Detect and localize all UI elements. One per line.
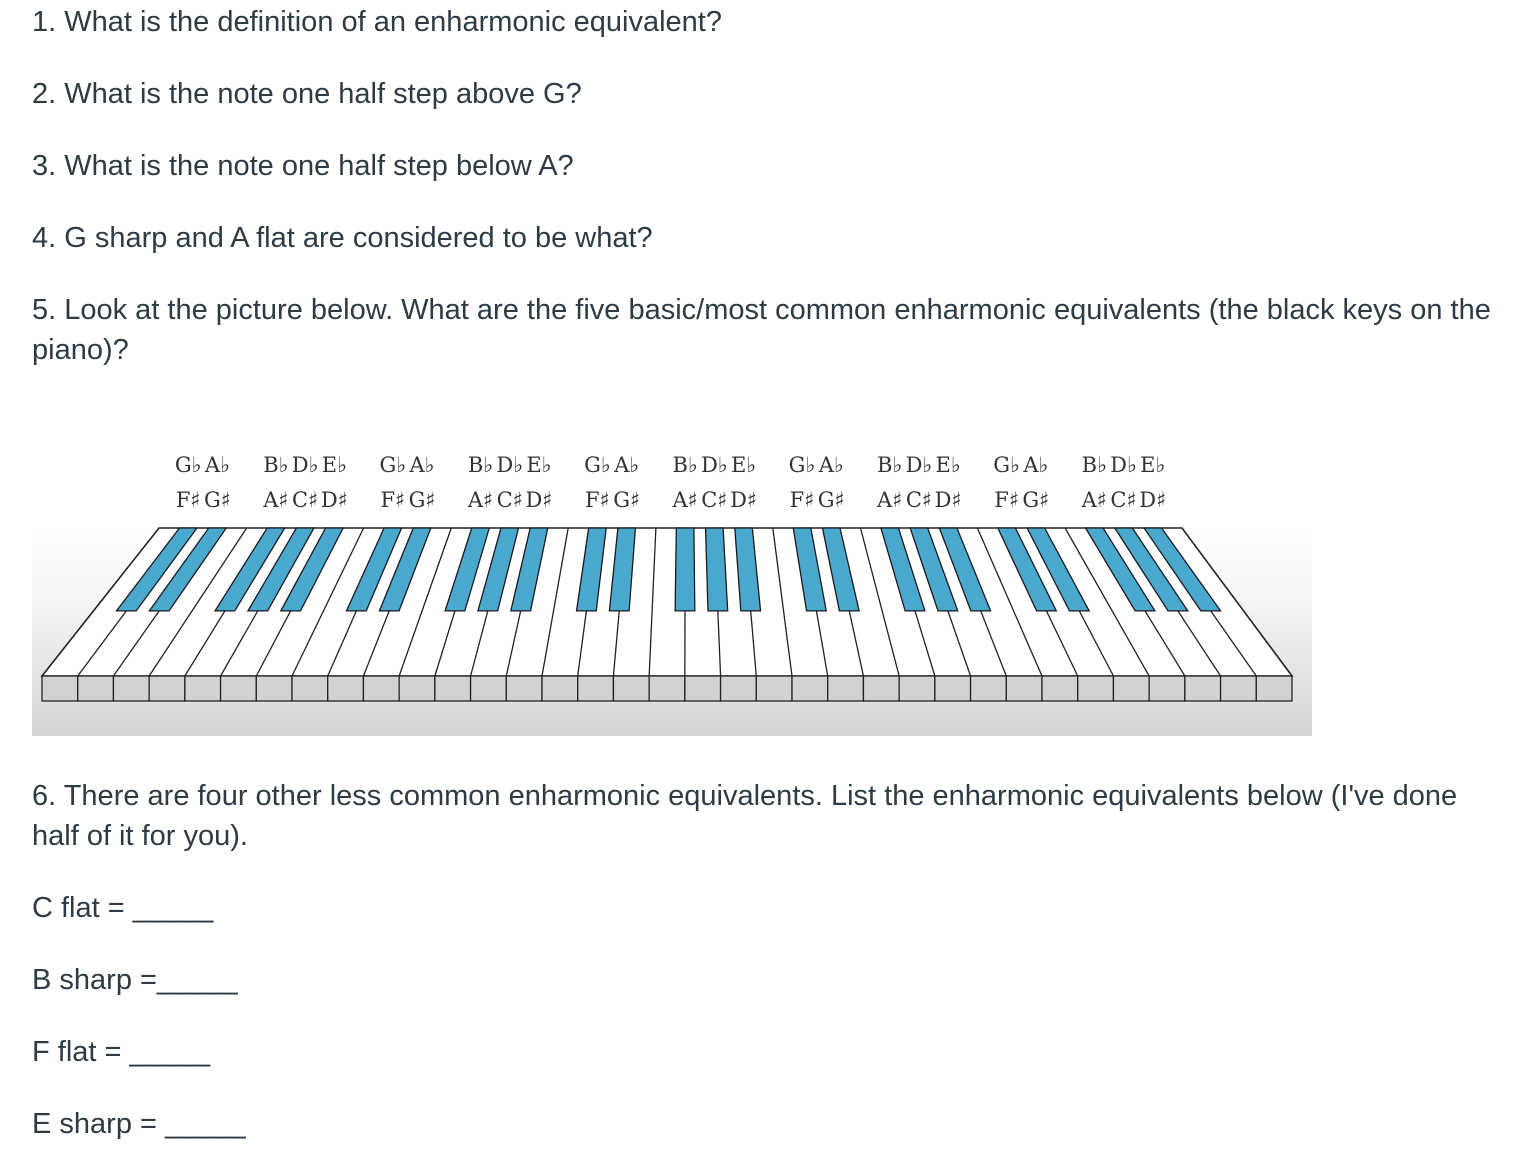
flat-label: B♭ xyxy=(672,453,698,477)
sharp-label: C♯ xyxy=(1110,488,1137,512)
flat-label: E♭ xyxy=(935,453,961,477)
answer-c-flat: C flat = _____ xyxy=(32,892,214,924)
flat-label: D♭ xyxy=(1110,453,1137,477)
white-key-front xyxy=(721,676,757,701)
sharp-label: D♯ xyxy=(730,488,758,512)
white-key-front xyxy=(113,676,149,701)
white-key-front xyxy=(613,676,649,701)
white-key-front xyxy=(899,676,935,701)
white-key-front xyxy=(863,676,899,701)
sharp-label: F♯ xyxy=(585,488,610,512)
sharp-label: F♯ xyxy=(789,488,815,512)
flat-label: D♭ xyxy=(700,453,728,477)
white-key-front xyxy=(828,676,864,701)
sharp-label: G♯ xyxy=(613,488,641,512)
white-key-front xyxy=(756,676,792,701)
flat-label: E♭ xyxy=(1140,453,1166,477)
white-key-front xyxy=(328,676,364,701)
sharp-label: G♯ xyxy=(203,488,231,512)
black-key xyxy=(706,528,728,611)
flat-label: A♭ xyxy=(204,453,230,477)
white-key-front xyxy=(971,676,1007,701)
question-3: 3. What is the note one half step below A? xyxy=(32,150,574,182)
sharp-label: A♯ xyxy=(467,488,494,512)
white-key-front xyxy=(1113,676,1149,701)
sharp-label: C♯ xyxy=(496,488,523,512)
flat-label: D♭ xyxy=(291,453,319,477)
black-key xyxy=(675,528,695,611)
flat-label: B♭ xyxy=(263,453,289,477)
white-key-front xyxy=(399,676,435,701)
sharp-label: G♯ xyxy=(817,488,845,512)
white-key-front xyxy=(1149,676,1185,701)
white-key-front xyxy=(685,676,721,701)
sharp-label: A♯ xyxy=(877,488,903,512)
sharp-label: F♯ xyxy=(175,488,201,512)
white-key-front xyxy=(1042,676,1078,701)
white-key-front xyxy=(542,676,578,701)
flat-label: G♭ xyxy=(788,453,816,477)
sharp-label: D♯ xyxy=(320,488,348,512)
flat-label: G♭ xyxy=(993,453,1020,477)
flat-label: A♭ xyxy=(614,453,640,477)
sharp-label: A♯ xyxy=(1081,488,1107,512)
flat-label: B♭ xyxy=(1081,453,1107,477)
flat-label: D♭ xyxy=(905,453,933,477)
white-key-front xyxy=(1256,676,1292,701)
white-key-front xyxy=(1221,676,1257,701)
sharp-label: D♯ xyxy=(934,488,962,512)
answer-f-flat: F flat = _____ xyxy=(32,1036,211,1068)
sharp-label: A♯ xyxy=(263,488,289,512)
flat-label: G♭ xyxy=(379,453,407,477)
sharp-label: G♯ xyxy=(1022,488,1050,512)
white-key-front xyxy=(506,676,542,701)
white-key-front xyxy=(363,676,399,701)
flat-label: D♭ xyxy=(496,453,524,477)
white-key-front xyxy=(1185,676,1221,701)
flat-label: A♭ xyxy=(818,453,844,477)
flat-label: G♭ xyxy=(584,453,611,477)
white-key-front xyxy=(435,676,471,701)
white-key-front xyxy=(149,676,185,701)
white-key-front xyxy=(292,676,328,701)
white-key-front xyxy=(1006,676,1042,701)
flat-label: E♭ xyxy=(321,453,347,477)
white-key-front xyxy=(649,676,685,701)
sharp-label: D♯ xyxy=(1139,488,1167,512)
sharp-label: A♯ xyxy=(672,488,698,512)
sharp-label: C♯ xyxy=(292,488,319,512)
sharp-label: C♯ xyxy=(701,488,728,512)
flat-label: E♭ xyxy=(730,453,757,477)
flat-label: G♭ xyxy=(174,453,202,477)
question-6: 6. There are four other less common enharmonic equivalents. List the enharmonic equivalents below (I've done half of it for you). xyxy=(32,780,1458,852)
flat-label: E♭ xyxy=(526,453,552,477)
sharp-label: F♯ xyxy=(380,488,406,512)
flat-label: A♭ xyxy=(1023,453,1049,477)
answer-e-sharp: E sharp = _____ xyxy=(32,1108,246,1140)
flat-label: B♭ xyxy=(467,453,494,477)
white-key-front xyxy=(221,676,257,701)
white-key-front xyxy=(792,676,828,701)
sharp-label: C♯ xyxy=(905,488,933,512)
flat-label: A♭ xyxy=(409,453,435,477)
flat-label: B♭ xyxy=(877,453,903,477)
question-5: 5. Look at the picture below. What are the five basic/most common enharmonic equivalents (the black keys on the piano)? xyxy=(32,294,1491,366)
white-key-front xyxy=(185,676,221,701)
white-key-front xyxy=(42,676,78,701)
white-key-front xyxy=(1078,676,1114,701)
question-2: 2. What is the note one half step above G? xyxy=(32,78,582,110)
white-key-front xyxy=(256,676,292,701)
sharp-label: G♯ xyxy=(408,488,436,512)
sharp-label: D♯ xyxy=(525,488,553,512)
white-key-front xyxy=(935,676,971,701)
question-1: 1. What is the definition of an enharmonic equivalent? xyxy=(32,6,722,38)
white-key-front xyxy=(578,676,614,701)
answer-b-sharp: B sharp =_____ xyxy=(32,964,238,996)
white-key-front xyxy=(471,676,507,701)
question-4: 4. G sharp and A flat are considered to be what? xyxy=(32,222,653,254)
white-key-front xyxy=(78,676,114,701)
piano-keyboard-image xyxy=(32,440,1312,736)
sharp-label: F♯ xyxy=(994,488,1019,512)
